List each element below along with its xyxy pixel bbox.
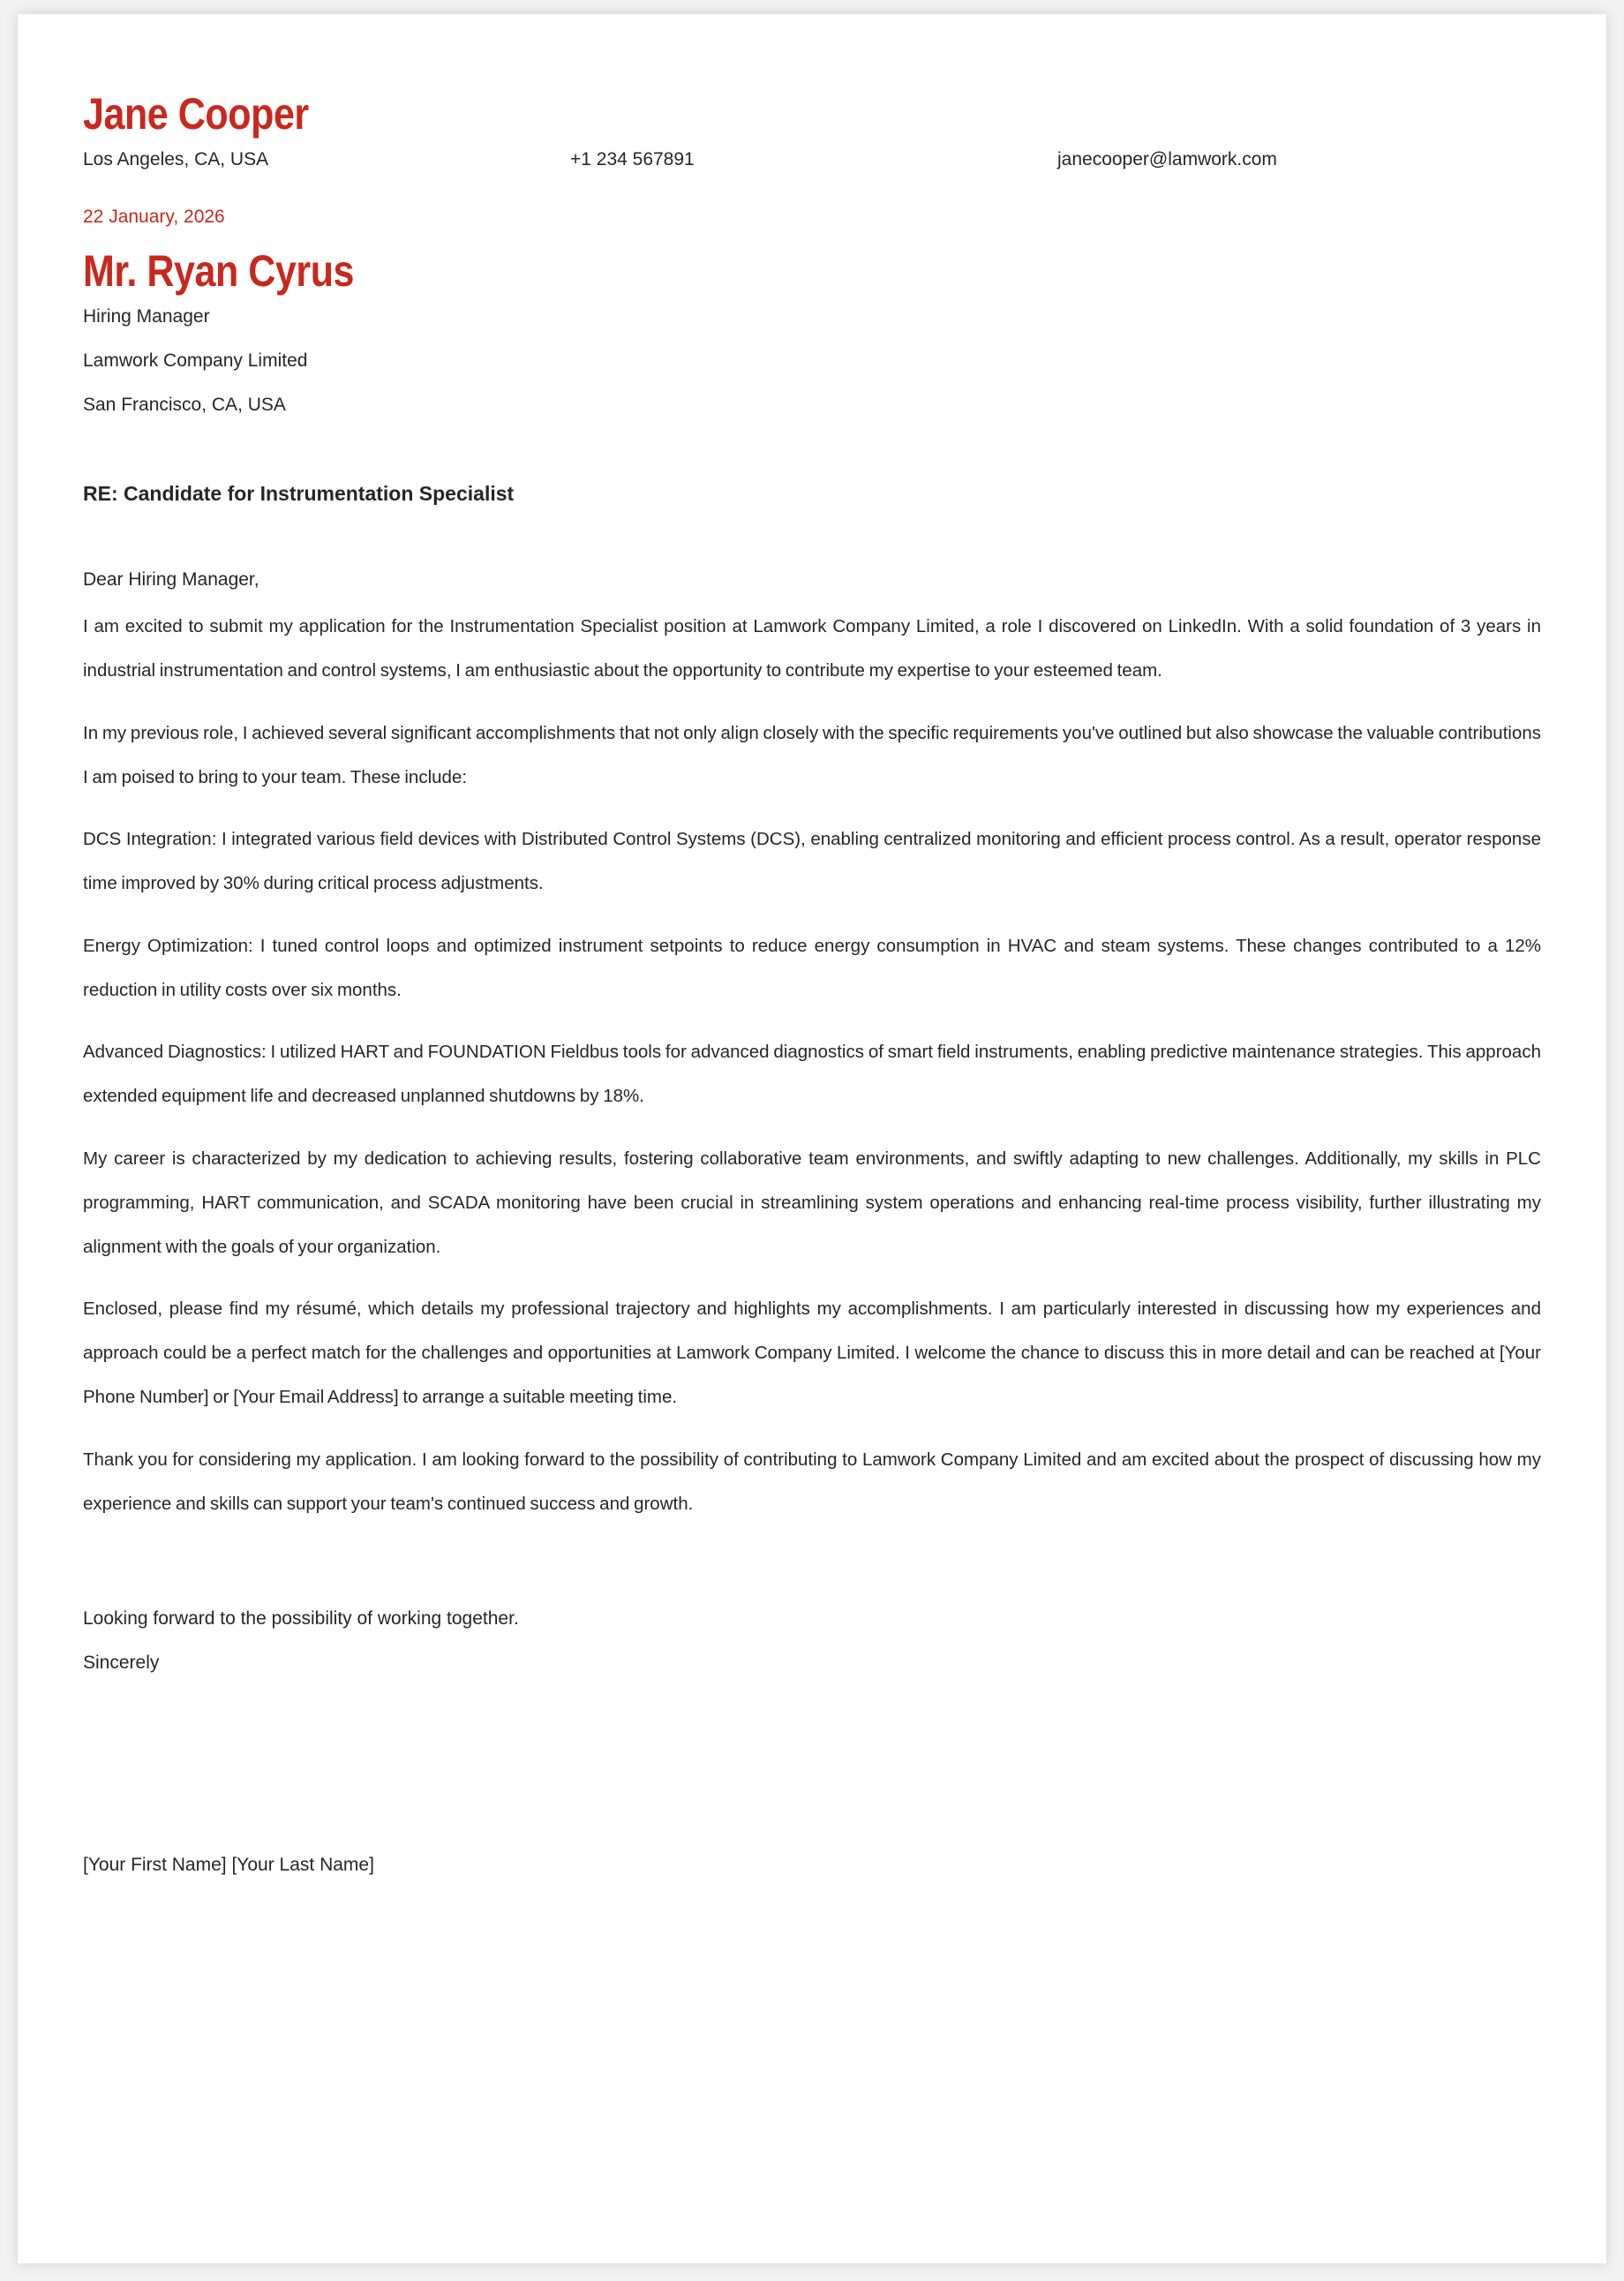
closing-line: Looking forward to the possibility of working together.: [83, 1607, 519, 1629]
letter-date: 22 January, 2026: [83, 207, 225, 227]
body-paragraph: DCS Integration: I integrated various field devices with Distributed Control Systems (DCS), enabling centralized monitoring and efficient process control. As a result, operator response time improved by 30% during critical process adjustments.: [83, 829, 1541, 893]
closing-valediction: Sincerely: [83, 1652, 160, 1673]
body-paragraph: Enclosed, please find my résumé, which details my professional trajectory and highlights my accomplishments. I am particularly interested in discussing how my experiences and approach could be a perfect match for the challenges and opportunities at Lamwork Company Limited. I welcome the chance to discuss this in more detail and can be reached at [Your Phone Number] or [Your Email Address] to arrange a suitable meeting time.: [83, 1299, 1541, 1407]
subject-line: RE: Candidate for Instrumentation Specialist: [83, 482, 515, 505]
letter-page: [18, 14, 1606, 2263]
recipient-address-block: [83, 295, 1541, 427]
signature-name: [Your First Name] [Your Last Name]: [83, 1854, 374, 1875]
body-paragraph: Advanced Diagnostics: I utilized HART and FOUNDATION Fieldbus tools for advanced diagnostics of smart field instruments, enabling predictive maintenance strategies. This approach extended equipment life and decreased unplanned shutdowns by 18%.: [83, 1042, 1541, 1106]
sender-email: janecooper@lamwork.com: [1057, 149, 1277, 169]
sender-phone: +1 234 567891: [570, 149, 695, 169]
recipient-company: Lamwork Company Limited: [83, 350, 308, 371]
body-paragraph: My career is characterized by my dedication to achieving results, fostering collaborative team environments, and swiftly adapting to new challenges. Additionally, my skills in PLC programming, HART communication, and SCADA monitoring have been crucial in streamlining system operations and enhancing real-time process visibility, further illustrating my alignment with the goals of your organization.: [83, 1148, 1541, 1257]
salutation: Dear Hiring Manager,: [83, 569, 259, 590]
body-paragraph: Energy Optimization: I tuned control loops and optimized instrument setpoints to reduce energy consumption in HVAC and steam systems. These changes contributed to a 12% reduction in utility costs over six months.: [83, 935, 1541, 1000]
body-paragraph: Thank you for considering my application. I am looking forward to the possibility of contributing to Lamwork Company Limited and am excited about the prospect of discussing how my experience and skills can support your team's continued success and growth.: [83, 1449, 1541, 1514]
body-paragraph: In my previous role, I achieved several significant accomplishments that not only align closely with the specific requirements you've outlined but also showcase the valuable contributions I am poised to bring to your team. These include:: [83, 722, 1541, 787]
sender-contact-row: [83, 147, 1541, 173]
recipient-location: San Francisco, CA, USA: [83, 395, 286, 415]
sender-location: Los Angeles, CA, USA: [83, 149, 269, 169]
closing-block: [83, 1597, 1541, 1685]
sender-name: Jane Cooper: [83, 89, 309, 139]
body-paragraph: I am excited to submit my application for the Instrumentation Specialist position at Lamwork Company Limited, a role I discovered on LinkedIn. With a solid foundation of 3 years in industrial instrumentation and control systems, I am enthusiastic about the opportunity to contribute my expertise to your esteemed team.: [83, 616, 1541, 681]
recipient-title: Hiring Manager: [83, 306, 210, 327]
recipient-name: Mr. Ryan Cyrus: [83, 246, 355, 296]
letter-body: [83, 605, 1541, 1526]
